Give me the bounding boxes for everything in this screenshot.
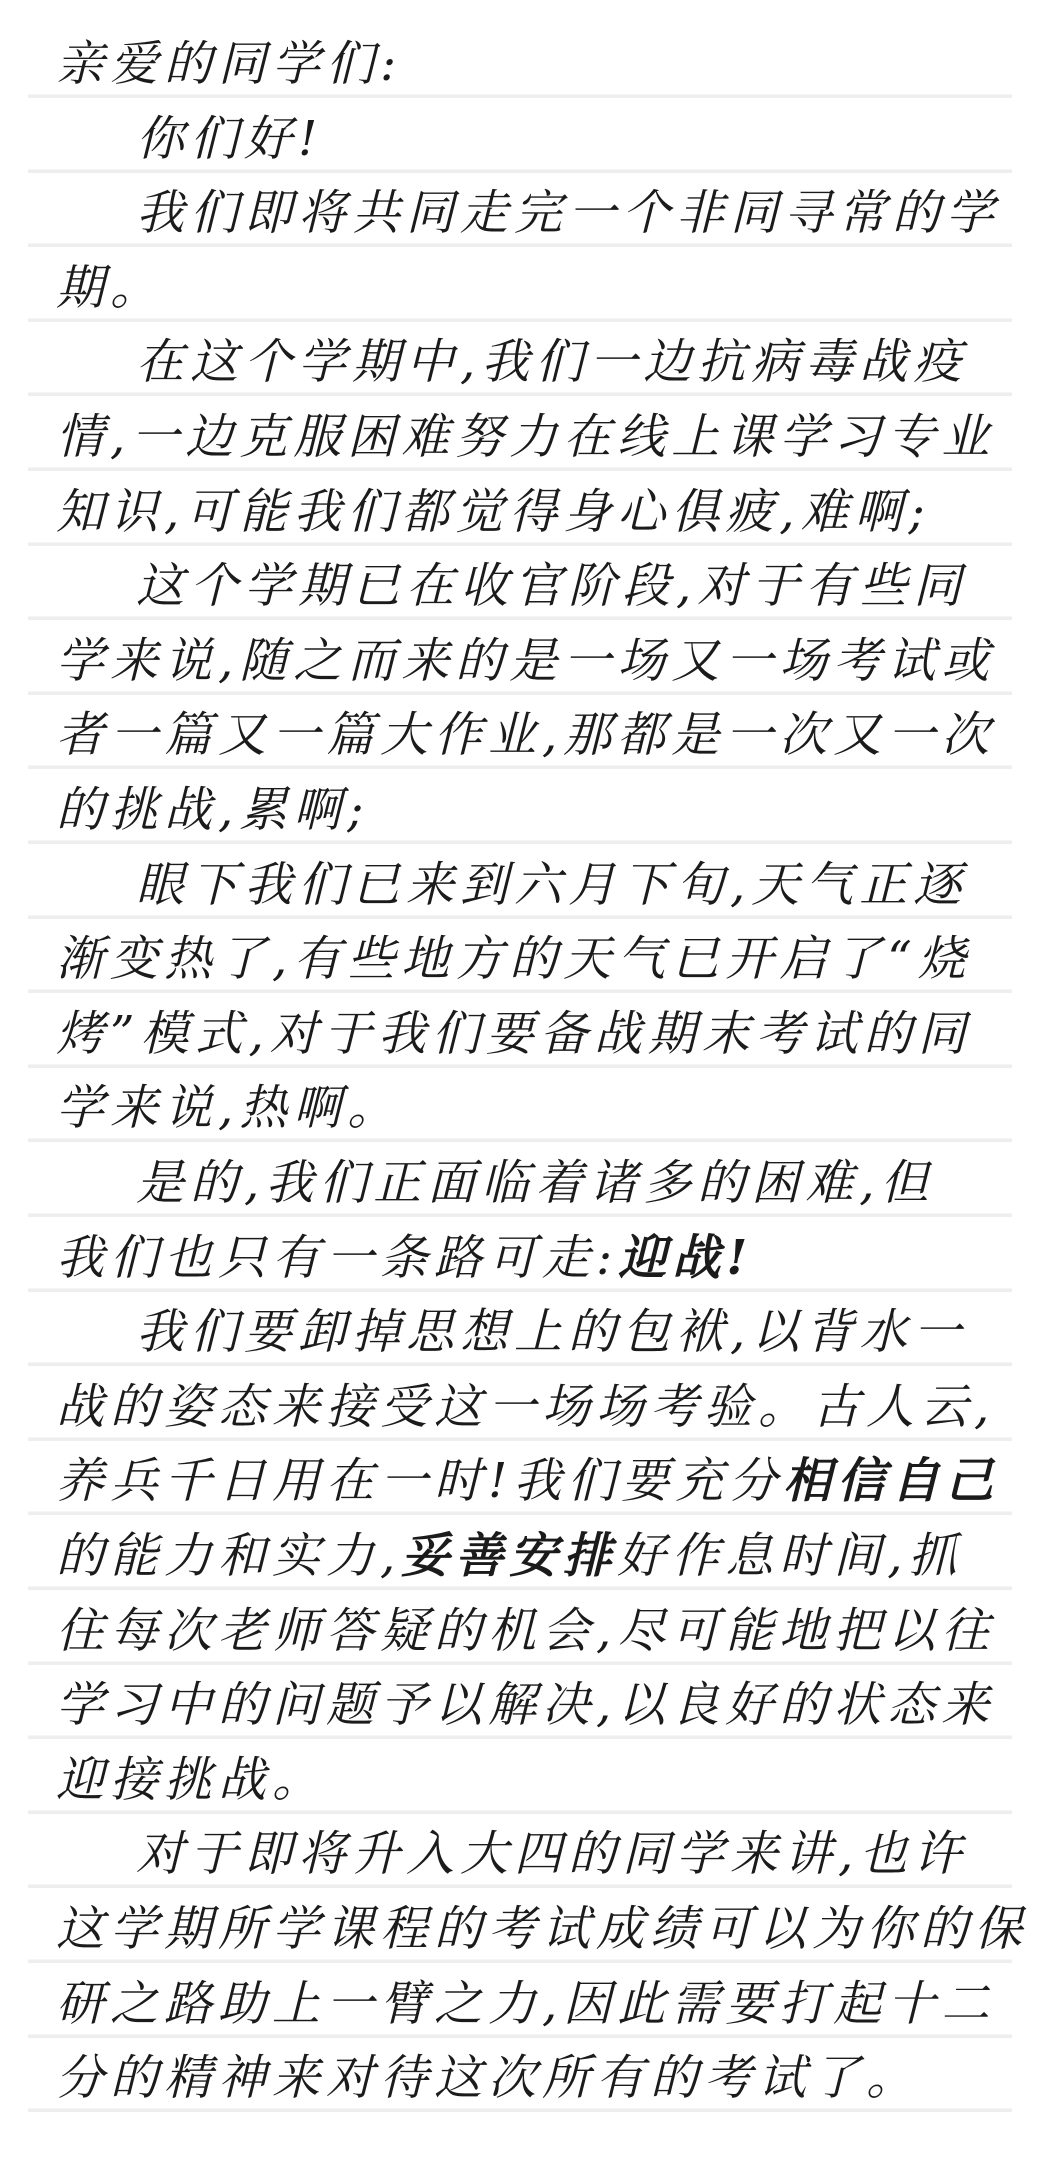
- line-text: 住每次老师答疑的机会,尽可能地把以往: [56, 1602, 996, 1659]
- line-text: 这学期所学课程的考试成绩可以为你的保: [56, 1901, 1029, 1957]
- line-text: 亲爱的同学们:: [56, 36, 403, 92]
- line-text: 的挑战,累啊;: [56, 782, 370, 838]
- text-line: [56, 1222, 996, 1294]
- text-line: [56, 1147, 996, 1219]
- line-text: 你们好!: [136, 110, 324, 167]
- text-line: [56, 699, 996, 771]
- line-text: 期。: [56, 259, 165, 316]
- text-line: [56, 998, 996, 1070]
- line-text: 学习中的问题予以解决,以良好的状态来: [56, 1677, 996, 1734]
- text-line: [56, 1371, 996, 1443]
- line-text: 学来说,随之而来的是一场又一场考试或: [56, 632, 996, 689]
- text-line: [56, 326, 996, 398]
- line-text: 是的,我们正面临着诸多的困难,但: [136, 1155, 935, 1211]
- text-line: [56, 1818, 996, 1890]
- line-text: 我们也只有一条路可走:: [56, 1229, 619, 1286]
- emphasis-text: 相信自己: [783, 1453, 1000, 1510]
- text-line: [56, 1072, 996, 1144]
- line-text: 烤”模式,对于我们要备战期末考试的同: [56, 1005, 972, 1062]
- text-line: [56, 177, 1001, 249]
- line-text: 知识,可能我们都觉得身心俱疲,难啊;: [56, 483, 931, 540]
- line-text: 迎接挑战。: [56, 1751, 327, 1808]
- text-line: [56, 2042, 996, 2114]
- line-text: 渐变热了,有些地方的天气已开启了“烧: [56, 931, 972, 988]
- line-text: 好作息时间,抓: [617, 1528, 963, 1584]
- text-line: [56, 476, 996, 548]
- text-line: [56, 1520, 996, 1592]
- text-line: [56, 28, 996, 100]
- text-line: [56, 849, 996, 921]
- line-text: 眼下我们已来到六月下旬,天气正逐: [136, 856, 968, 913]
- emphasis-text: 妥善安排: [401, 1528, 618, 1584]
- text-line: [56, 550, 996, 622]
- text-line: [56, 1968, 996, 2040]
- line-text: 者一篇又一篇大作业,那都是一次又一次: [56, 707, 996, 764]
- line-text: 我们即将共同走完一个非同寻常的学: [136, 185, 1001, 242]
- line-text: 我们要卸掉思想上的包袱,以背水一: [136, 1304, 968, 1361]
- text-line: [56, 923, 996, 995]
- emphasis-text: 迎战!: [618, 1229, 754, 1286]
- text-line: [56, 774, 996, 846]
- text-line: [56, 401, 996, 473]
- text-line: [56, 1669, 996, 1741]
- text-line: [56, 1296, 996, 1368]
- line-text: 的能力和实力,: [56, 1528, 402, 1584]
- text-line: [56, 1595, 996, 1667]
- text-line: [56, 1893, 1029, 1965]
- line-text: 在这个学期中,我们一边抗病毒战疫: [136, 334, 968, 391]
- text-line: [56, 1445, 1000, 1517]
- line-text: 养兵千日用在一时!我们要充分: [56, 1453, 784, 1510]
- line-text: 学来说,热啊。: [56, 1080, 402, 1137]
- line-text: 战的姿态来接受这一场场考验。古人云,: [56, 1378, 996, 1435]
- line-text: 情,一边克服困难努力在线上课学习专业: [56, 409, 996, 465]
- text-line: [56, 252, 996, 324]
- line-text: 分的精神来对待这次所有的考试了。: [56, 2050, 921, 2107]
- line-text: 这个学期已在收官阶段,对于有些同: [136, 558, 968, 615]
- text-line: [56, 1744, 996, 1816]
- line-text: 研之路助上一臂之力,因此需要打起十二: [56, 1975, 996, 2032]
- text-line: [56, 103, 996, 175]
- text-line: [56, 625, 996, 697]
- line-text: 对于即将升入大四的同学来讲,也许: [136, 1826, 968, 1883]
